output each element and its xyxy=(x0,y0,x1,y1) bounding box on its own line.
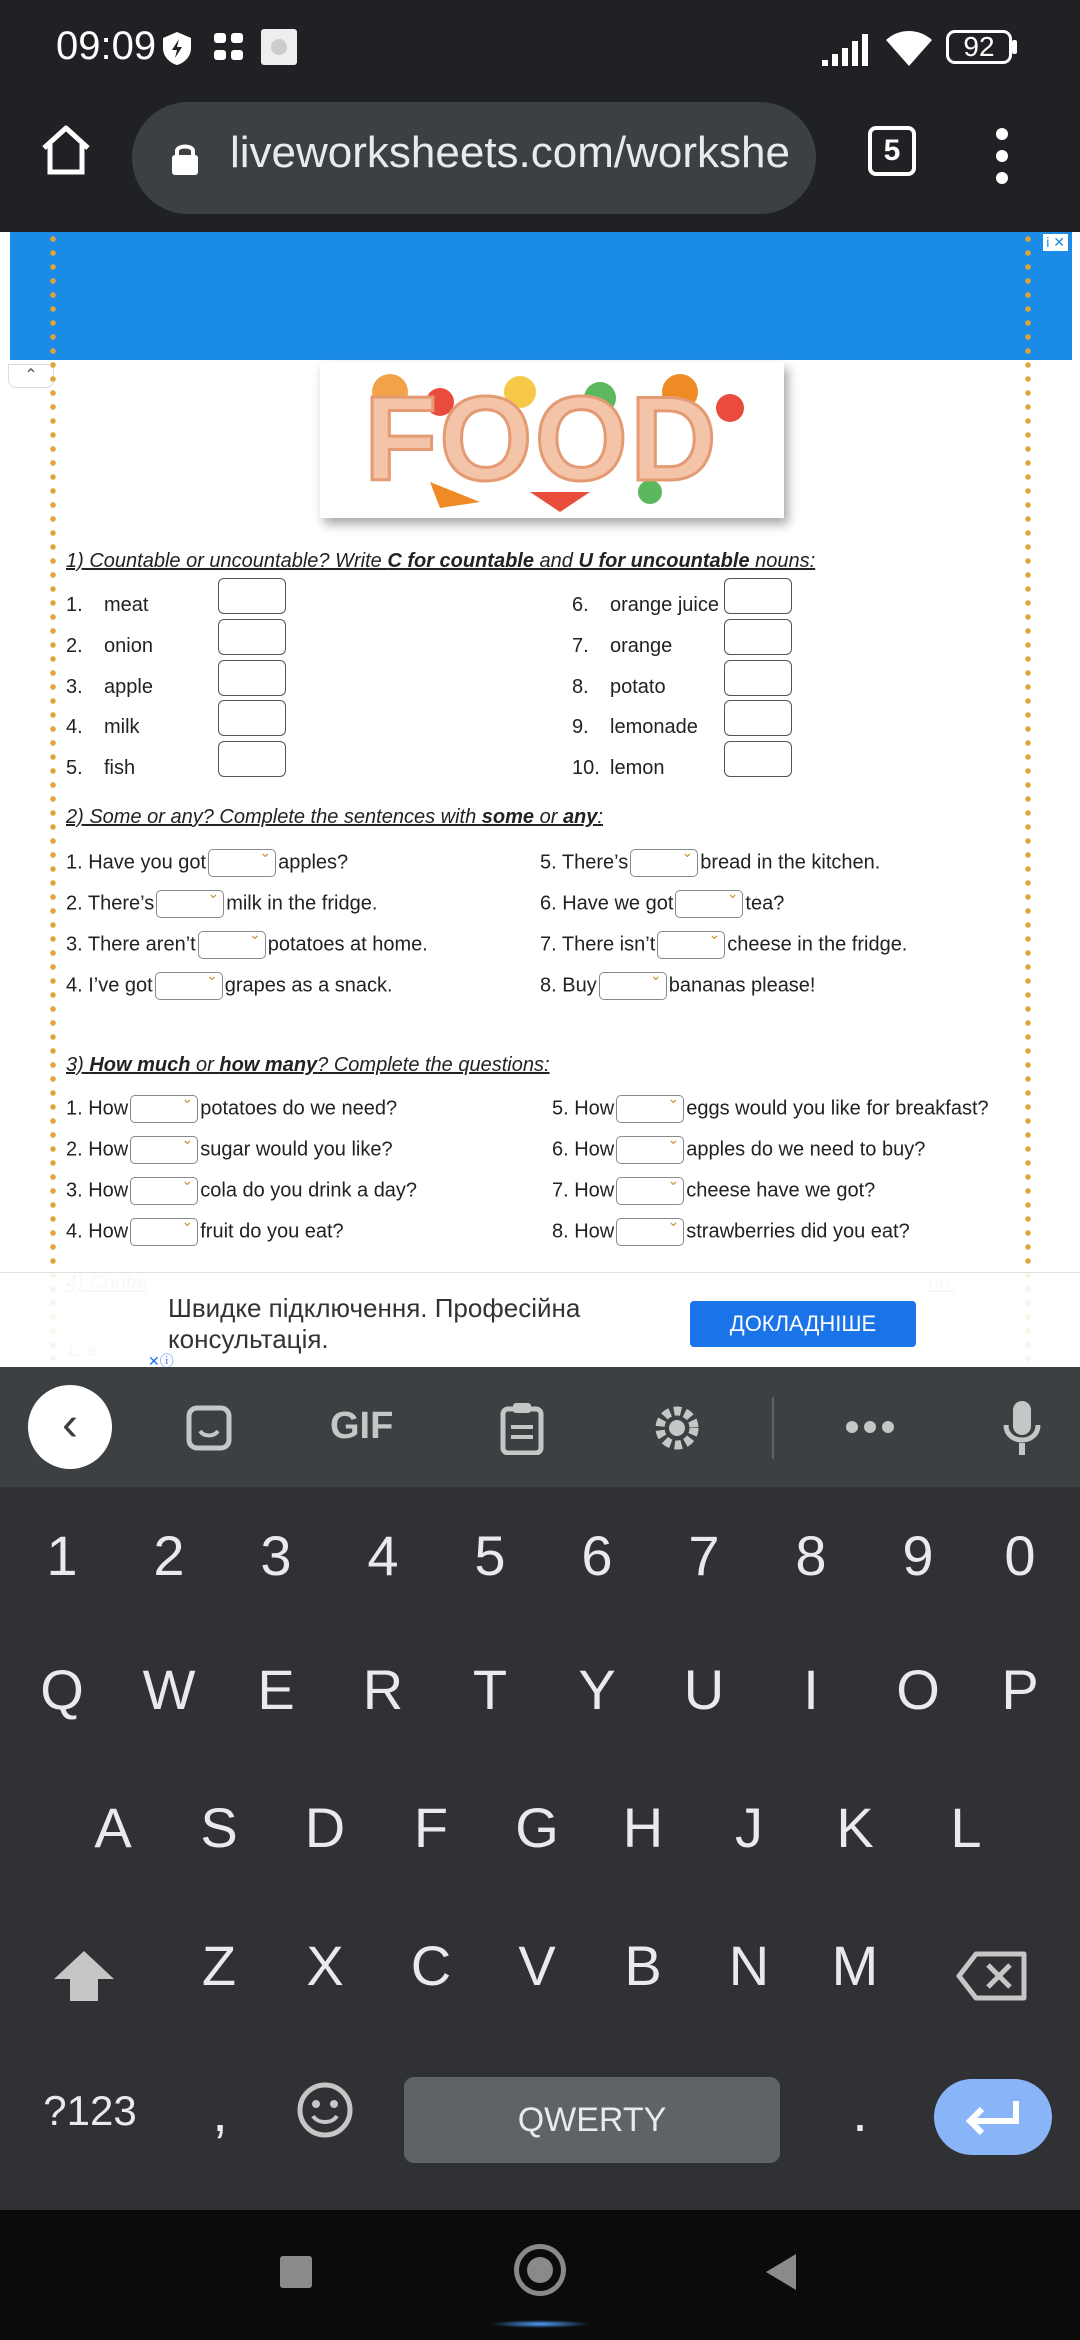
period-key[interactable]: . xyxy=(852,2080,868,2143)
s3-suffix: cola do you drink a day? xyxy=(200,1179,418,1202)
s1-word: fish xyxy=(104,757,136,779)
wifi-icon xyxy=(884,28,934,68)
key[interactable]: 8 xyxy=(795,1524,827,1587)
s1-word: meat xyxy=(104,594,149,616)
answer-box[interactable] xyxy=(724,578,792,614)
s1-num: 5. xyxy=(66,757,83,779)
key[interactable]: P xyxy=(1001,1658,1039,1721)
s2-suffix: potatoes at home. xyxy=(267,933,428,956)
key[interactable]: Z xyxy=(201,1934,237,1997)
recents-icon[interactable] xyxy=(280,2256,312,2288)
s3-prefix: 8. How xyxy=(552,1220,615,1243)
key[interactable]: H xyxy=(622,1796,664,1859)
answer-box[interactable] xyxy=(218,578,286,614)
s3-question xyxy=(66,1095,397,1123)
lock-icon xyxy=(170,140,200,176)
banner-title: FOOD xyxy=(364,372,719,506)
key[interactable]: 0 xyxy=(1004,1524,1036,1587)
key[interactable]: A xyxy=(94,1796,132,1859)
s1-title-post: nouns: xyxy=(749,550,816,572)
s3-suffix: strawberries did you eat? xyxy=(686,1220,910,1243)
s2-title-or: or xyxy=(534,806,563,828)
s1-word: lemon xyxy=(610,757,665,779)
key[interactable]: 4 xyxy=(367,1524,399,1587)
s1-word: lemonade xyxy=(610,716,698,738)
keyboard-toolbar xyxy=(0,1367,1080,1487)
key[interactable]: R xyxy=(362,1658,404,1721)
s2-suffix: tea? xyxy=(745,892,785,915)
s1-word: milk xyxy=(104,716,140,738)
s3-title-post: ? Complete the questions: xyxy=(317,1054,550,1076)
key[interactable]: 6 xyxy=(581,1524,613,1587)
shield-icon xyxy=(160,30,194,66)
s2-title-pre: 2) Some or any? Complete the sentences with xyxy=(66,806,482,828)
sticker-icon[interactable] xyxy=(186,1405,234,1451)
s3-prefix: 2. How xyxy=(66,1138,129,1161)
answer-dropdown[interactable] xyxy=(156,890,224,918)
s2-prefix: 5. There’s xyxy=(540,851,629,874)
s1-num: 9. xyxy=(572,716,589,738)
clock: 09:09 xyxy=(56,24,157,68)
s3-question xyxy=(66,1177,417,1205)
answer-dropdown[interactable] xyxy=(616,1136,684,1164)
s3-title-many: how many xyxy=(219,1054,318,1076)
space-bar[interactable]: QWERTY xyxy=(404,2077,780,2163)
key[interactable]: 5 xyxy=(474,1524,506,1587)
ad-cta-button[interactable]: ДОКЛАДНІШЕ xyxy=(690,1301,916,1347)
s2-suffix: bread in the kitchen. xyxy=(700,851,881,874)
s1-num: 8. xyxy=(572,676,589,698)
s1-title-and: and xyxy=(533,550,579,572)
s2-sentence xyxy=(66,849,348,877)
answer-dropdown[interactable] xyxy=(599,972,667,1000)
key[interactable]: G xyxy=(515,1796,559,1859)
collapse-ad-button[interactable]: ⌃ xyxy=(8,364,54,388)
answer-dropdown[interactable] xyxy=(130,1177,198,1205)
key[interactable]: 2 xyxy=(153,1524,185,1587)
s2-prefix: 1. Have you got xyxy=(66,851,207,874)
answer-dropdown[interactable] xyxy=(208,849,276,877)
key[interactable]: N xyxy=(728,1934,770,1997)
key[interactable]: J xyxy=(735,1796,763,1859)
s1-title-c: C for countable xyxy=(387,550,534,572)
s2-sentence xyxy=(66,890,377,918)
key[interactable]: 3 xyxy=(260,1524,292,1587)
s3-prefix: 5. How xyxy=(552,1097,615,1120)
s2-sentence xyxy=(540,931,907,959)
s3-question xyxy=(552,1177,875,1205)
s2-sentence xyxy=(540,890,784,918)
s2-sentence xyxy=(540,972,816,1000)
s2-suffix: apples? xyxy=(278,851,349,874)
s2-suffix: grapes as a snack. xyxy=(224,974,393,997)
status-bar xyxy=(0,0,1080,96)
s2-prefix: 4. I’ve got xyxy=(66,974,153,997)
home-icon[interactable] xyxy=(38,122,94,178)
bottom-ad-banner[interactable] xyxy=(0,1272,1080,1367)
ad-text: Швидке підключення. Професійна консультація. xyxy=(168,1293,581,1354)
s3-question xyxy=(66,1136,393,1164)
gear-icon[interactable] xyxy=(652,1403,702,1453)
answer-dropdown[interactable] xyxy=(198,931,266,959)
s2-title-any: any xyxy=(562,806,598,828)
answer-dropdown[interactable] xyxy=(130,1136,198,1164)
back-nav-icon[interactable] xyxy=(764,2252,798,2292)
answer-dropdown[interactable] xyxy=(130,1218,198,1246)
s2-prefix: 7. There isn’t xyxy=(540,933,656,956)
answer-dropdown[interactable] xyxy=(657,931,725,959)
tab-count: 5 xyxy=(883,134,901,167)
key[interactable]: Y xyxy=(578,1658,616,1721)
key[interactable]: V xyxy=(518,1934,556,1997)
s3-prefix: 6. How xyxy=(552,1138,615,1161)
s2-sentence xyxy=(66,931,428,959)
answer-dropdown[interactable] xyxy=(155,972,223,1000)
symbols-key[interactable]: ?123 xyxy=(43,2087,137,2134)
section1-title xyxy=(66,550,815,573)
s3-prefix: 1. How xyxy=(66,1097,129,1120)
s1-num: 4. xyxy=(66,716,83,738)
s1-word: orange juice xyxy=(610,594,719,616)
s3-suffix: sugar would you like? xyxy=(200,1138,393,1161)
s3-question xyxy=(552,1136,925,1164)
answer-box[interactable] xyxy=(218,619,286,655)
s3-suffix: cheese have we got? xyxy=(686,1179,876,1202)
key[interactable]: Q xyxy=(40,1658,84,1721)
answer-box[interactable] xyxy=(724,660,792,696)
key[interactable]: 1 xyxy=(46,1524,78,1587)
emoji-icon[interactable] xyxy=(296,2081,354,2139)
more-vert-icon[interactable] xyxy=(990,126,1014,186)
battery-level: 92 xyxy=(963,31,995,62)
grid-icon xyxy=(212,30,246,64)
s1-num: 7. xyxy=(572,635,589,657)
enter-key[interactable] xyxy=(934,2079,1052,2155)
left-dotted-border xyxy=(48,232,58,1367)
home-nav-icon[interactable] xyxy=(514,2244,566,2296)
web-content xyxy=(0,232,1080,1367)
keyboard xyxy=(0,1367,1080,2210)
right-dotted-border xyxy=(1023,232,1033,1367)
key[interactable]: L xyxy=(950,1796,982,1859)
s2-prefix: 2. There’s xyxy=(66,892,155,915)
s3-question xyxy=(66,1218,344,1246)
s1-num: 2. xyxy=(66,635,83,657)
signal-icon xyxy=(820,32,870,66)
tab-switcher-button[interactable] xyxy=(868,126,916,176)
app-notification-icon xyxy=(260,28,298,66)
s2-sentence xyxy=(540,849,880,877)
ad-close-icon[interactable]: ✕ⓘ xyxy=(148,1353,174,1367)
url-text: liveworksheets.com/workshe xyxy=(230,128,790,177)
s1-title-pre: 1) Countable or uncountable? Write xyxy=(66,550,388,572)
s3-prefix: 7. How xyxy=(552,1179,615,1202)
answer-dropdown[interactable] xyxy=(616,1218,684,1246)
s1-word: apple xyxy=(104,676,153,698)
s1-title-u: U for uncountable xyxy=(578,550,750,572)
section2-title xyxy=(66,806,603,829)
back-arrow-icon[interactable]: ‹ xyxy=(28,1385,112,1469)
s3-question xyxy=(552,1218,910,1246)
key[interactable]: F xyxy=(413,1796,449,1859)
food-banner-image xyxy=(320,362,784,518)
answer-dropdown[interactable] xyxy=(630,849,698,877)
s2-sentence xyxy=(66,972,393,1000)
answer-box[interactable] xyxy=(724,700,792,736)
s2-prefix: 6. Have we got xyxy=(540,892,674,915)
s3-suffix: eggs would you like for breakfast? xyxy=(686,1097,989,1120)
s3-prefix: 4. How xyxy=(66,1220,129,1243)
battery-icon xyxy=(946,30,1012,64)
answer-box[interactable] xyxy=(218,660,286,696)
s2-prefix: 8. Buy xyxy=(540,974,597,997)
battery-tip xyxy=(1012,40,1017,54)
comma-key[interactable]: , xyxy=(212,2080,228,2143)
answer-box[interactable] xyxy=(724,741,792,777)
key[interactable]: D xyxy=(304,1796,346,1859)
more-horiz-icon[interactable] xyxy=(844,1419,896,1435)
answer-box[interactable] xyxy=(218,741,286,777)
key[interactable]: C xyxy=(410,1934,452,1997)
answer-dropdown[interactable] xyxy=(675,890,743,918)
address-bar[interactable] xyxy=(132,102,816,214)
navigation-bar xyxy=(0,2210,1080,2340)
key[interactable]: X xyxy=(306,1934,344,1997)
key[interactable]: E xyxy=(257,1658,295,1721)
answer-box[interactable] xyxy=(724,619,792,655)
top-ad-banner[interactable] xyxy=(10,232,1072,360)
s2-suffix: cheese in the fridge. xyxy=(727,933,908,956)
key[interactable]: U xyxy=(683,1658,725,1721)
key[interactable]: I xyxy=(803,1658,819,1721)
key[interactable]: O xyxy=(896,1658,940,1721)
s2-suffix: milk in the fridge. xyxy=(226,892,378,915)
enter-icon xyxy=(964,2097,1024,2137)
s3-title-much: How much xyxy=(89,1054,191,1076)
s3-suffix: apples do we need to buy? xyxy=(686,1138,926,1161)
s2-title-some: some xyxy=(481,806,535,828)
key[interactable]: 7 xyxy=(688,1524,720,1587)
clipboard-icon[interactable] xyxy=(500,1401,544,1455)
s1-num: 10. xyxy=(572,757,600,779)
section3-title xyxy=(66,1054,550,1077)
s1-num: 1. xyxy=(66,594,83,616)
s1-word: orange xyxy=(610,635,673,657)
s3-title-or: or xyxy=(190,1054,220,1076)
s3-suffix: fruit do you eat? xyxy=(200,1220,344,1243)
key[interactable]: W xyxy=(142,1658,196,1721)
backspace-icon[interactable] xyxy=(956,1951,1028,2001)
ad-choices-badge[interactable]: i ✕ xyxy=(1043,234,1068,251)
s1-word: potato xyxy=(610,676,666,698)
key[interactable]: K xyxy=(836,1796,874,1859)
key[interactable]: T xyxy=(472,1658,508,1721)
gif-button[interactable]: GIF xyxy=(330,1405,394,1447)
s1-word: onion xyxy=(104,635,153,657)
s1-num: 3. xyxy=(66,676,83,698)
key[interactable]: B xyxy=(624,1934,662,1997)
s3-prefix: 3. How xyxy=(66,1179,129,1202)
answer-dropdown[interactable] xyxy=(616,1177,684,1205)
toolbar-divider xyxy=(772,1397,774,1459)
browser-toolbar xyxy=(0,96,1080,232)
key[interactable]: M xyxy=(831,1934,879,1997)
s2-title-post: : xyxy=(597,806,603,828)
s2-prefix: 3. There aren’t xyxy=(66,933,196,956)
answer-dropdown[interactable] xyxy=(130,1095,198,1123)
shift-icon[interactable] xyxy=(52,1947,116,2005)
s3-title-num: 3) xyxy=(66,1054,90,1076)
s3-question xyxy=(552,1095,989,1123)
key[interactable]: 9 xyxy=(902,1524,934,1587)
s2-suffix: bananas please! xyxy=(668,974,816,997)
microphone-icon[interactable] xyxy=(1002,1399,1042,1457)
home-glow xyxy=(490,2320,590,2328)
key[interactable]: S xyxy=(200,1796,238,1859)
s3-suffix: potatoes do we need? xyxy=(200,1097,398,1120)
answer-dropdown[interactable] xyxy=(616,1095,684,1123)
s1-num: 6. xyxy=(572,594,589,616)
answer-box[interactable] xyxy=(218,700,286,736)
